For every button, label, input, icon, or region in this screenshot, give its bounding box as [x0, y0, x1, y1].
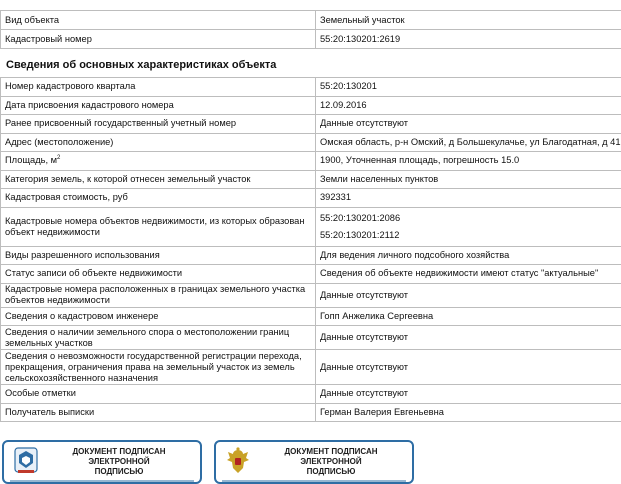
stamp-text — [256, 447, 406, 477]
table-row — [1, 96, 621, 115]
row-value: Данные отсутствуют — [316, 326, 621, 350]
row-label: Сведения о наличии земельного спора о местоположении границ земельных участков — [1, 326, 316, 350]
row-label — [1, 152, 316, 171]
stamp-line: ДОКУМЕНТ ПОДПИСАН — [44, 447, 194, 457]
row-label: Дата присвоения кадастрового номера — [1, 96, 316, 115]
table-row — [1, 30, 621, 49]
row-label: Виды разрешенного использования — [1, 246, 316, 265]
stamp-line: ЭЛЕКТРОННОЙ — [44, 457, 194, 467]
row-label: Ранее присвоенный государственный учетный номер — [1, 115, 316, 134]
row-value: Земли населенных пунктов — [316, 170, 621, 189]
row-value: 1900, Уточненная площадь, погрешность 15.0 — [316, 152, 621, 171]
row-value: Для ведения личного подсобного хозяйства — [316, 246, 621, 265]
table-row — [1, 403, 621, 422]
row-label: Номер кадастрового квартала — [1, 78, 316, 97]
table-row — [1, 385, 621, 404]
row-label: Категория земель, к которой отнесен земельный участок — [1, 170, 316, 189]
table-row — [1, 170, 621, 189]
row-label: Кадастровые номера расположенных в границах земельного участка объектов недвижимости — [1, 283, 316, 307]
source-cadastral-number: 55:20:130201:2112 — [320, 227, 619, 244]
source-cadastral-number: 55:20:130201:2086 — [320, 210, 619, 227]
row-value: Сведения об объекте недвижимости имеют статус "актуальные" — [316, 265, 621, 284]
row-value: Данные отсутствуют — [316, 283, 621, 307]
table-row — [1, 283, 621, 307]
table-row — [1, 326, 621, 350]
rosreestr-emblem-icon — [12, 446, 40, 476]
double-headed-eagle-icon — [224, 446, 252, 476]
certificate-line — [10, 480, 194, 484]
row-label: Вид объекта — [1, 11, 316, 30]
table-row — [1, 78, 621, 97]
object-header-table — [0, 10, 621, 49]
row-label: Статус записи об объекте недвижимости — [1, 265, 316, 284]
table-row — [1, 189, 621, 208]
table-row — [1, 265, 621, 284]
table-row — [1, 207, 621, 246]
row-value: 392331 — [316, 189, 621, 208]
section-title: Сведения об основных характеристиках объекта — [6, 59, 276, 71]
stamp-line: ДОКУМЕНТ ПОДПИСАН — [256, 447, 406, 457]
row-value: 55:20:130201:2619 — [316, 30, 621, 49]
row-value: 55:20:130201 — [316, 78, 621, 97]
table-row — [1, 115, 621, 134]
row-value: Гопп Анжелика Сергеевна — [316, 307, 621, 326]
row-label: Получатель выписки — [1, 403, 316, 422]
e-signature-stamp — [2, 440, 202, 484]
row-label: Сведения о кадастровом инженере — [1, 307, 316, 326]
row-value: Земельный участок — [316, 11, 621, 30]
stamp-line: ЭЛЕКТРОННОЙ — [256, 457, 406, 467]
stamp-text — [44, 447, 194, 477]
table-row — [1, 133, 621, 152]
table-row — [1, 11, 621, 30]
row-label: Адрес (местоположение) — [1, 133, 316, 152]
table-row — [1, 246, 621, 265]
row-label: Кадастровые номера объектов недвижимости, из которых образован объект недвижимости — [1, 207, 316, 246]
row-label: Сведения о невозможности государственной регистрации перехода, прекращения, ограничения права на земельный участок из земель сельскохозяйственного назначения — [1, 350, 316, 385]
table-row — [1, 350, 621, 385]
area-unit-sup: 2 — [57, 155, 60, 161]
area-label: Площадь, м — [5, 155, 57, 165]
row-value: Омская область, р-н Омский, д Большекулачье, ул Благодатная, д 41 — [316, 133, 621, 152]
row-value: 12.09.2016 — [316, 96, 621, 115]
table-row — [1, 152, 621, 171]
row-value: Герман Валерия Евгеньевна — [316, 403, 621, 422]
row-value: Данные отсутствуют — [316, 385, 621, 404]
row-value — [316, 207, 621, 246]
stamp-line: ПОДПИСЬЮ — [256, 467, 406, 477]
row-value: Данные отсутствуют — [316, 115, 621, 134]
row-label: Кадастровая стоимость, руб — [1, 189, 316, 208]
row-value: Данные отсутствуют — [316, 350, 621, 385]
stamp-line: ПОДПИСЬЮ — [44, 467, 194, 477]
row-label: Особые отметки — [1, 385, 316, 404]
characteristics-table — [0, 77, 621, 422]
row-label: Кадастровый номер — [1, 30, 316, 49]
e-signature-stamp — [214, 440, 414, 484]
certificate-line — [222, 480, 406, 484]
table-row — [1, 307, 621, 326]
